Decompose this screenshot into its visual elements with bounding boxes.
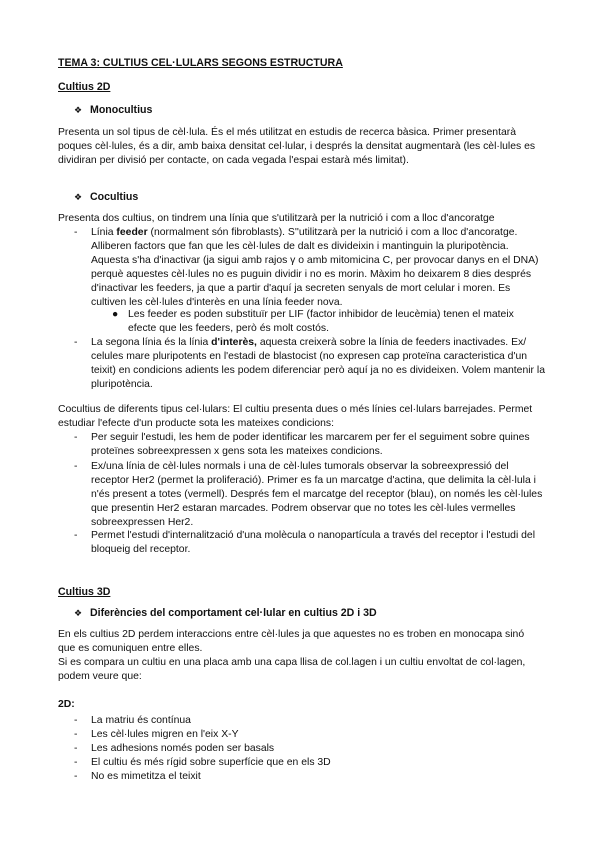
- text-run: Línia: [91, 227, 117, 238]
- dash-bullet-icon: -: [74, 771, 78, 782]
- dash-bullet-icon: -: [74, 743, 78, 754]
- list-item-text: No es mimetitza el teixit: [91, 771, 201, 782]
- text-run-bold: feeder: [116, 227, 148, 238]
- list-item-text: Les cèl·lules migren en l'eix X-Y: [91, 729, 239, 740]
- dash-bullet-icon: -: [74, 461, 78, 472]
- list-item-text: Permet l'estudi d'internalització d'una molècula o nanopartícula a través del receptor i l'estudi del bloqueig del receptor.: [91, 530, 536, 555]
- diamond-bullet-icon: ❖: [74, 105, 83, 115]
- subheading-text: Diferències del comportament cel·lular en cultius 2D i 3D: [90, 607, 377, 619]
- paragraph-3d-interactions: En els cultius 2D perdem interaccions entre cèl·lules ja que aquestes no es troben en monocapa sinó que es comuniquen entre elles.: [58, 629, 525, 654]
- document-title: TEMA 3: CULTIUS CEL·LULARS SEGONS ESTRUCTURA: [58, 57, 343, 69]
- dash-bullet-icon: -: [74, 757, 78, 768]
- list-item-text: Les adhesions només poden ser basals: [91, 743, 275, 754]
- list-item-text: [91, 336, 546, 392]
- section-heading-2d: Cultius 2D: [58, 81, 111, 93]
- text-run: La segona línia és la línia: [91, 337, 212, 348]
- diamond-bullet-icon: ❖: [74, 608, 83, 618]
- section-heading-3d: Cultius 3D: [58, 586, 111, 598]
- list-item-text: [91, 226, 546, 310]
- text-run-bold: d'interès,: [211, 337, 257, 348]
- dash-bullet-icon: -: [74, 530, 78, 541]
- text-run: aquesta creixerà sobre la línia de feeders inactivades. Ex/ celules mare pluripotents en l'estadi de blastocist (no expresen cap proteïna caracteristica d'un teixit) en condicions adients les podem diferenciar però aquí ja no es divideixen. Volem mantenir la pluripotència.: [91, 337, 545, 390]
- list-item-text: Per seguir l'estudi, les hem de poder identificar les marcarem per fer el seguiment sobre quines proteïnes sobreexpressen x gens sota les mateixes condicions.: [91, 432, 530, 457]
- subheading-text: Monocultius: [90, 104, 153, 116]
- subheading-monocultius: [74, 103, 152, 117]
- diamond-bullet-icon: ❖: [74, 192, 83, 202]
- dash-bullet-icon: -: [74, 227, 78, 238]
- subheading-differences: [74, 606, 377, 620]
- subheading-cocultius: [74, 190, 138, 204]
- paragraph-3d-compare: Si es compara un cultiu en una placa amb una capa llisa de col.lagen i un cultiu envoltat de col·lagen, podem veure que:: [58, 657, 526, 682]
- dash-bullet-icon: -: [74, 715, 78, 726]
- paragraph-cocultius-intro: Presenta dos cultius, on tindrem una línia que s'utilitzarà per la nutrició i com a lloc d'ancoratge: [58, 213, 495, 224]
- list-item-text: La matriu és contínua: [91, 715, 191, 726]
- list-item-text: Les feeder es poden substituïr per LIF (factor inhibidor de leucèmia) tenen el mateix efecte que les feeders, però és molt costós.: [128, 309, 514, 334]
- paragraph-monocultius: Presenta un sol tipus de cèl·lula. És el més utilitzat en estudis de recerca bàsica. Primer presentarà poques cèl·lules, és a dir, amb baixa densitat cel·lular, i després la densitat augmentarà (les cèl·lules es dividiran per divisió per contacte, on cada vegada l'espai estarà més limitat).: [58, 127, 536, 166]
- dash-bullet-icon: -: [74, 337, 78, 348]
- list-item-text: El cultiu és més rígid sobre superfície que en els 3D: [91, 757, 331, 768]
- dash-bullet-icon: -: [74, 729, 78, 740]
- label-2d: 2D:: [58, 699, 75, 710]
- list-item-text: Ex/una línia de cèl·lules normals i una de cèl·lules tumorals observar la sobreexpressió del receptor Her2 (permet la proliferació). Primer es fa un marcatge d'actina, que delimita la cèl·lula i n'és present a totes (vermell). Després fem el marcatge del receptor (blau), on només les cèl·lules que presentin Her2 estaran marcades. Podrem observar que no totes les cèl·lules vermelles sobreexpressen Her2.: [91, 461, 543, 528]
- paragraph-diff-types: Cocultius de diferents tipus cel·lulars: El cultiu presenta dues o més línies cel·lulars barrejades. Permet estudiar l'efecte d'un producte sota les mateixes condicions:: [58, 404, 533, 429]
- dash-bullet-icon: -: [74, 432, 78, 443]
- text-run: (normalment són fibroblasts). S''utilitzarà per la nutrició i com a lloc d'ancoratge. Alliberen factors que fan que les cèl·lules de dalt es divideixin i mantinguin la pluripotència. Aquesta s'ha d'inactivar (ja sigui amb rajos γ o amb mitomicina C, per provocar danys en el DNA) perquè aquestes cèl·lules no es puguin dividir i no es morin. Màxim ho deixarem 8 dies després d'inactivar les feeders, ja que a partir d'aquí ja secreten senyals de mort celular i moren. Es cultiven les cèl·lules d'interès en una línia feeder nova.: [91, 227, 539, 308]
- subheading-text: Cocultius: [90, 191, 139, 203]
- dot-bullet-icon: ●: [112, 309, 119, 320]
